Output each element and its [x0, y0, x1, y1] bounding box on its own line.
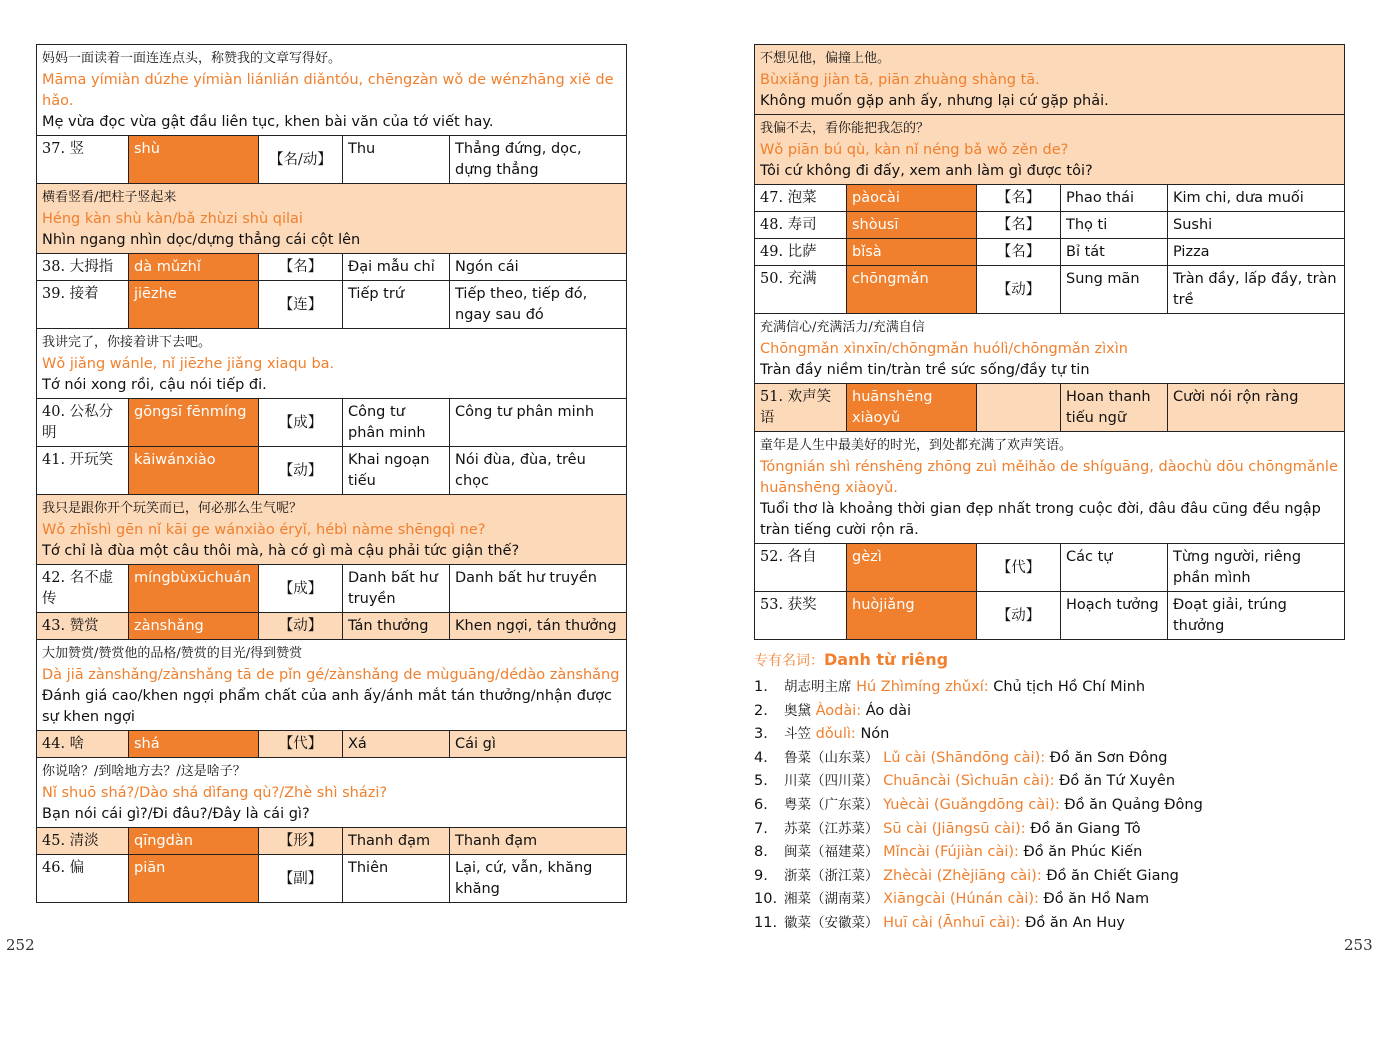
example-row — [37, 45, 627, 136]
left-page — [36, 44, 626, 903]
entry-number-word: 41. 开玩笑 — [37, 447, 129, 495]
proper-names-section — [754, 648, 1354, 936]
example-pinyin: Nǐ shuō shá?/Dào shá dìfang qù?/Zhè shì sházi? — [42, 785, 388, 801]
proper-name-vietnamese: Đồ ăn Giang Tô — [1030, 820, 1141, 837]
vocab-entry-row — [37, 399, 627, 447]
entry-han-viet: Thọ ti — [1061, 212, 1168, 239]
vocab-entry-row — [755, 384, 1345, 432]
example-chinese: 我讲完了，你接着讲下去吧。 — [42, 335, 212, 350]
vocab-entry-row — [755, 544, 1345, 592]
entry-part-of-speech: 【名】 — [977, 239, 1061, 266]
entry-number-word: 42. 名不虚传 — [37, 565, 129, 613]
example-row — [37, 329, 627, 399]
entry-part-of-speech: 【形】 — [259, 828, 343, 855]
entry-part-of-speech: 【名/动】 — [259, 136, 343, 184]
example-pinyin: Bùxiǎng jiàn tā, piān zhuàng shàng tā. — [760, 72, 1040, 88]
example-pinyin: Māma yímiàn dúzhe yímiàn liánlián diǎntóu, chēngzàn wǒ de wénzhāng xiě de hǎo. — [42, 72, 614, 109]
example-cell — [37, 329, 627, 399]
entry-han-viet: Thanh đạm — [343, 828, 450, 855]
proper-name-item — [754, 841, 1354, 865]
entry-pinyin: zànshǎng — [129, 613, 259, 640]
example-cell — [37, 45, 627, 136]
entry-part-of-speech: 【动】 — [259, 613, 343, 640]
proper-name-chinese: 斗笠 — [784, 726, 811, 743]
vocab-entry-row — [37, 855, 627, 903]
entry-han-viet: Đại mẫu chỉ — [343, 254, 450, 281]
vocab-entry-row — [37, 828, 627, 855]
entry-pinyin: pàocài — [847, 185, 977, 212]
vocab-table-left — [36, 44, 627, 903]
entry-part-of-speech: 【成】 — [259, 565, 343, 613]
example-chinese: 妈妈一面读着一面连连点头，称赞我的文章写得好。 — [42, 51, 342, 66]
entry-meaning: Cái gì — [450, 731, 627, 758]
entry-han-viet: Sung mãn — [1061, 266, 1168, 314]
example-cell — [755, 45, 1345, 115]
example-cell — [37, 184, 627, 254]
entry-pinyin: shòusī — [847, 212, 977, 239]
proper-name-pinyin: Chuāncài (Sìchuān cài): — [883, 773, 1055, 790]
entry-number-word: 49. 比萨 — [755, 239, 847, 266]
example-row — [755, 45, 1345, 115]
proper-names-title-vi: Danh từ riêng — [824, 650, 949, 669]
entry-meaning: Tiếp theo, tiếp đó, ngay sau đó — [450, 281, 627, 329]
proper-name-number: 9. — [754, 867, 768, 884]
entry-pinyin: dà mǔzhǐ — [129, 254, 259, 281]
entry-meaning: Kim chi, dưa muối — [1168, 185, 1345, 212]
entry-han-viet: Công tư phân minh — [343, 399, 450, 447]
entry-han-viet: Tiếp trứ — [343, 281, 450, 329]
proper-names-title — [754, 648, 1354, 673]
proper-name-vietnamese: Đồ ăn Tứ Xuyên — [1059, 773, 1176, 790]
vocab-entry-row — [37, 613, 627, 640]
example-vietnamese: Tuổi thơ là khoảng thời gian đẹp nhất trong cuộc đời, đâu đâu cũng đều ngập tràn tiếng cười rộn rã. — [760, 501, 1321, 538]
example-row — [37, 495, 627, 565]
proper-name-chinese: 胡志明主席 — [784, 679, 852, 695]
example-pinyin: Dà jiā zànshǎng/zànshǎng tā de pǐn gé/zànshǎng de mùguāng/dédào zànshǎng — [42, 667, 620, 683]
entry-pinyin: bǐsà — [847, 239, 977, 266]
example-pinyin: Wǒ piān bú qù, kàn nǐ néng bǎ wǒ zěn de? — [760, 142, 1069, 158]
example-chinese: 我偏不去，看你能把我怎的？ — [760, 121, 930, 136]
proper-name-pinyin: Hú Zhìmíng zhǔxí: — [856, 679, 989, 695]
vocab-entry-row — [755, 185, 1345, 212]
proper-name-vietnamese: Nón — [860, 726, 890, 743]
entry-number-word: 38. 大拇指 — [37, 254, 129, 281]
proper-name-number: 6. — [754, 796, 768, 813]
example-chinese: 我只是跟你开个玩笑而已，何必那么生气呢？ — [42, 501, 303, 516]
proper-name-chinese: 鲁菜（山东菜） — [784, 749, 879, 766]
entry-part-of-speech: 【连】 — [259, 281, 343, 329]
proper-name-item — [754, 912, 1354, 936]
entry-meaning: Ngón cái — [450, 254, 627, 281]
example-chinese: 童年是人生中最美好的时光，到处都充满了欢声笑语。 — [760, 438, 1073, 453]
proper-name-number: 7. — [754, 820, 768, 837]
proper-name-pinyin: Zhècài (Zhèjiāng cài): — [883, 867, 1042, 884]
vocab-entry-row — [37, 254, 627, 281]
entry-pinyin: jiēzhe — [129, 281, 259, 329]
example-chinese: 你说啥？/到啥地方去？/这是啥子？ — [42, 764, 246, 779]
proper-name-item — [754, 770, 1354, 794]
entry-han-viet: Khai ngoạn tiếu — [343, 447, 450, 495]
entry-part-of-speech: 【代】 — [259, 731, 343, 758]
entry-part-of-speech: 【动】 — [259, 447, 343, 495]
entry-meaning: Thanh đạm — [450, 828, 627, 855]
proper-name-vietnamese: Đồ ăn Phúc Kiến — [1023, 844, 1143, 861]
example-row — [37, 184, 627, 254]
vocab-entry-row — [37, 565, 627, 613]
example-vietnamese: Nhìn ngang nhìn dọc/dựng thẳng cái cột lên — [42, 232, 361, 248]
proper-name-number: 3. — [754, 726, 768, 743]
entry-meaning: Đoạt giải, trúng thưởng — [1168, 592, 1345, 640]
proper-name-pinyin: Huī cài (Ānhuī cài): — [883, 914, 1021, 931]
proper-name-item — [754, 723, 1354, 747]
entry-pinyin: gèzì — [847, 544, 977, 592]
example-chinese: 大加赞赏/赞赏他的品格/赞赏的目光/得到赞赏 — [42, 646, 303, 661]
entry-number-word: 50. 充满 — [755, 266, 847, 314]
proper-names-title-zh: 专有名词： — [754, 653, 824, 669]
example-row — [755, 432, 1345, 544]
entry-part-of-speech: 【代】 — [977, 544, 1061, 592]
entry-pinyin: huānshēng xiàoyǔ — [847, 384, 977, 432]
proper-name-item — [754, 676, 1354, 700]
proper-name-vietnamese: Đồ ăn Chiết Giang — [1046, 867, 1179, 884]
page-number-left: 252 — [6, 936, 35, 954]
proper-name-number: 5. — [754, 773, 768, 790]
entry-meaning: Tràn đầy, lấp đầy, tràn trề — [1168, 266, 1345, 314]
entry-part-of-speech: 【副】 — [259, 855, 343, 903]
example-vietnamese: Tớ nói xong rồi, cậu nói tiếp đi. — [42, 377, 267, 393]
entry-han-viet: Hoạch tưởng — [1061, 592, 1168, 640]
proper-name-chinese: 奥黛 — [784, 702, 811, 719]
proper-name-number: 2. — [754, 702, 768, 719]
example-chinese: 不想见他，偏撞上他。 — [760, 51, 891, 66]
entry-meaning: Thẳng đứng, dọc, dựng thẳng — [450, 136, 627, 184]
entry-pinyin: qīngdàn — [129, 828, 259, 855]
entry-number-word: 44. 啥 — [37, 731, 129, 758]
vocab-entry-row — [37, 731, 627, 758]
entry-han-viet: Thu — [343, 136, 450, 184]
proper-name-chinese: 苏菜（江苏菜） — [784, 820, 879, 837]
example-row — [755, 314, 1345, 384]
entry-meaning: Cười nói rộn ràng — [1168, 384, 1345, 432]
example-cell — [37, 495, 627, 565]
entry-pinyin: chōngmǎn — [847, 266, 977, 314]
vocab-entry-row — [755, 212, 1345, 239]
proper-name-pinyin: Xiāngcài (Húnán cài): — [883, 891, 1039, 908]
entry-number-word: 48. 寿司 — [755, 212, 847, 239]
entry-han-viet: Xá — [343, 731, 450, 758]
entry-number-word: 53. 获奖 — [755, 592, 847, 640]
proper-name-chinese: 浙菜（浙江菜） — [784, 867, 879, 884]
example-vietnamese: Tôi cứ không đi đấy, xem anh làm gì được tôi? — [760, 163, 1093, 179]
example-cell — [755, 314, 1345, 384]
vocab-entry-row — [37, 447, 627, 495]
vocab-entry-row — [755, 266, 1345, 314]
proper-name-vietnamese: Đồ ăn An Huy — [1025, 914, 1125, 931]
proper-name-number: 8. — [754, 844, 768, 861]
entry-number-word: 39. 接着 — [37, 281, 129, 329]
example-vietnamese: Mẹ vừa đọc vừa gật đầu liên tục, khen bài văn của tớ viết hay. — [42, 114, 494, 130]
proper-name-number: 10. — [754, 891, 778, 908]
vocab-table-right — [754, 44, 1345, 640]
vocab-entry-row — [755, 239, 1345, 266]
example-vietnamese: Tớ chỉ là đùa một câu thôi mà, hà cớ gì mà cậu phải tức giận thế? — [42, 543, 520, 559]
proper-name-pinyin: Mǐncài (Fújiàn cài): — [883, 844, 1019, 861]
entry-han-viet: Tán thưởng — [343, 613, 450, 640]
example-cell — [37, 758, 627, 828]
example-cell — [755, 432, 1345, 544]
entry-part-of-speech: 【成】 — [259, 399, 343, 447]
entry-part-of-speech: 【名】 — [977, 185, 1061, 212]
example-pinyin: Wǒ jiǎng wánle, nǐ jiēzhe jiǎng xiaqu ba. — [42, 356, 335, 372]
entry-part-of-speech: 【名】 — [977, 212, 1061, 239]
entry-meaning: Khen ngợi, tán thưởng — [450, 613, 627, 640]
entry-number-word: 40. 公私分明 — [37, 399, 129, 447]
example-row — [755, 115, 1345, 185]
example-chinese: 横看竖看/把柱子竖起来 — [42, 190, 177, 205]
example-vietnamese: Bạn nói cái gì?/Đi đâu?/Đây là cái gì? — [42, 806, 310, 822]
entry-number-word: 46. 偏 — [37, 855, 129, 903]
entry-meaning: Sushi — [1168, 212, 1345, 239]
entry-number-word: 47. 泡菜 — [755, 185, 847, 212]
entry-meaning: Công tư phân minh — [450, 399, 627, 447]
vocab-entry-row — [37, 136, 627, 184]
example-row — [37, 758, 627, 828]
entry-number-word: 45. 清淡 — [37, 828, 129, 855]
proper-name-item — [754, 865, 1354, 889]
entry-pinyin: shá — [129, 731, 259, 758]
entry-pinyin: huòjiǎng — [847, 592, 977, 640]
example-chinese: 充满信心/充满活力/充满自信 — [760, 320, 925, 335]
example-row — [37, 640, 627, 731]
entry-han-viet: Thiên — [343, 855, 450, 903]
proper-name-chinese: 湘菜（湖南菜） — [784, 891, 879, 908]
proper-name-chinese: 川菜（四川菜） — [784, 773, 879, 790]
proper-name-pinyin: Àodài: — [815, 702, 862, 719]
entry-han-viet: Các tự — [1061, 544, 1168, 592]
entry-pinyin: kāiwánxiào — [129, 447, 259, 495]
proper-name-item — [754, 888, 1354, 912]
entry-number-word: 52. 各自 — [755, 544, 847, 592]
example-cell — [37, 640, 627, 731]
proper-name-chinese: 闽菜（福建菜） — [784, 844, 879, 861]
proper-name-item — [754, 700, 1354, 724]
entry-meaning: Lại, cứ, vẫn, khăng khăng — [450, 855, 627, 903]
entry-part-of-speech — [977, 384, 1061, 432]
proper-name-vietnamese: Chủ tịch Hồ Chí Minh — [993, 679, 1146, 695]
example-pinyin: Tóngnián shì rénshēng zhōng zuì měihǎo de shíguāng, dàochù dōu chōngmǎnle huānshēng xiàoyǔ. — [760, 459, 1338, 496]
proper-name-chinese: 粤菜（广东菜） — [784, 796, 879, 813]
entry-han-viet: Hoan thanh tiếu ngữ — [1061, 384, 1168, 432]
entry-number-word: 51. 欢声笑语 — [755, 384, 847, 432]
proper-name-vietnamese: Đồ ăn Sơn Đông — [1049, 749, 1168, 766]
proper-name-pinyin: Sū cài (Jiāngsū cài): — [883, 820, 1026, 837]
example-vietnamese: Tràn đầy niềm tin/tràn trề sức sống/đầy tự tin — [760, 362, 1090, 378]
proper-name-number: 1. — [754, 679, 768, 695]
proper-name-item — [754, 794, 1354, 818]
entry-part-of-speech: 【动】 — [977, 592, 1061, 640]
example-vietnamese: Không muốn gặp anh ấy, nhưng lại cứ gặp phải. — [760, 93, 1109, 109]
entry-meaning: Nói đùa, đùa, trêu chọc — [450, 447, 627, 495]
page-number-right: 253 — [1344, 936, 1373, 954]
entry-number-word: 43. 赞赏 — [37, 613, 129, 640]
entry-han-viet: Danh bất hư truyền — [343, 565, 450, 613]
example-pinyin: Chōngmǎn xìnxīn/chōngmǎn huólì/chōngmǎn zìxìn — [760, 341, 1128, 357]
proper-name-vietnamese: Đồ ăn Hồ Nam — [1043, 891, 1150, 908]
proper-name-item — [754, 818, 1354, 842]
entry-han-viet: Bỉ tát — [1061, 239, 1168, 266]
example-pinyin: Wǒ zhǐshì gēn nǐ kāi ge wánxiào éryǐ, hébì nàme shēngqì ne? — [42, 522, 486, 538]
proper-name-item — [754, 747, 1354, 771]
entry-number-word: 37. 竖 — [37, 136, 129, 184]
entry-pinyin: piān — [129, 855, 259, 903]
proper-name-number: 4. — [754, 749, 768, 766]
example-pinyin: Héng kàn shù kàn/bǎ zhùzi shù qilai — [42, 211, 303, 227]
entry-part-of-speech: 【动】 — [977, 266, 1061, 314]
entry-meaning: Từng người, riêng phần mình — [1168, 544, 1345, 592]
entry-pinyin: míngbùxūchuán — [129, 565, 259, 613]
example-vietnamese: Đánh giá cao/khen ngợi phẩm chất của anh ấy/ánh mắt tán thưởng/nhận được sự khen ngợi — [42, 688, 612, 725]
entry-part-of-speech: 【名】 — [259, 254, 343, 281]
proper-name-vietnamese: Áo dài — [865, 702, 912, 719]
vocab-entry-row — [755, 592, 1345, 640]
right-page — [754, 44, 1344, 640]
proper-name-pinyin: dǒulì: — [815, 726, 856, 743]
proper-name-pinyin: Lǔ cài (Shāndōng cài): — [883, 749, 1046, 766]
entry-meaning: Pizza — [1168, 239, 1345, 266]
proper-name-chinese: 徽菜（安徽菜） — [784, 914, 879, 931]
example-cell — [755, 115, 1345, 185]
vocab-entry-row — [37, 281, 627, 329]
proper-name-vietnamese: Đồ ăn Quảng Đông — [1064, 796, 1203, 813]
proper-name-pinyin: Yuècài (Guǎngdōng cài): — [883, 796, 1060, 813]
entry-han-viet: Phao thái — [1061, 185, 1168, 212]
proper-name-number: 11. — [754, 914, 778, 931]
entry-pinyin: gōngsī fēnmíng — [129, 399, 259, 447]
entry-meaning: Danh bất hư truyền — [450, 565, 627, 613]
entry-pinyin: shù — [129, 136, 259, 184]
proper-names-list — [754, 676, 1354, 936]
